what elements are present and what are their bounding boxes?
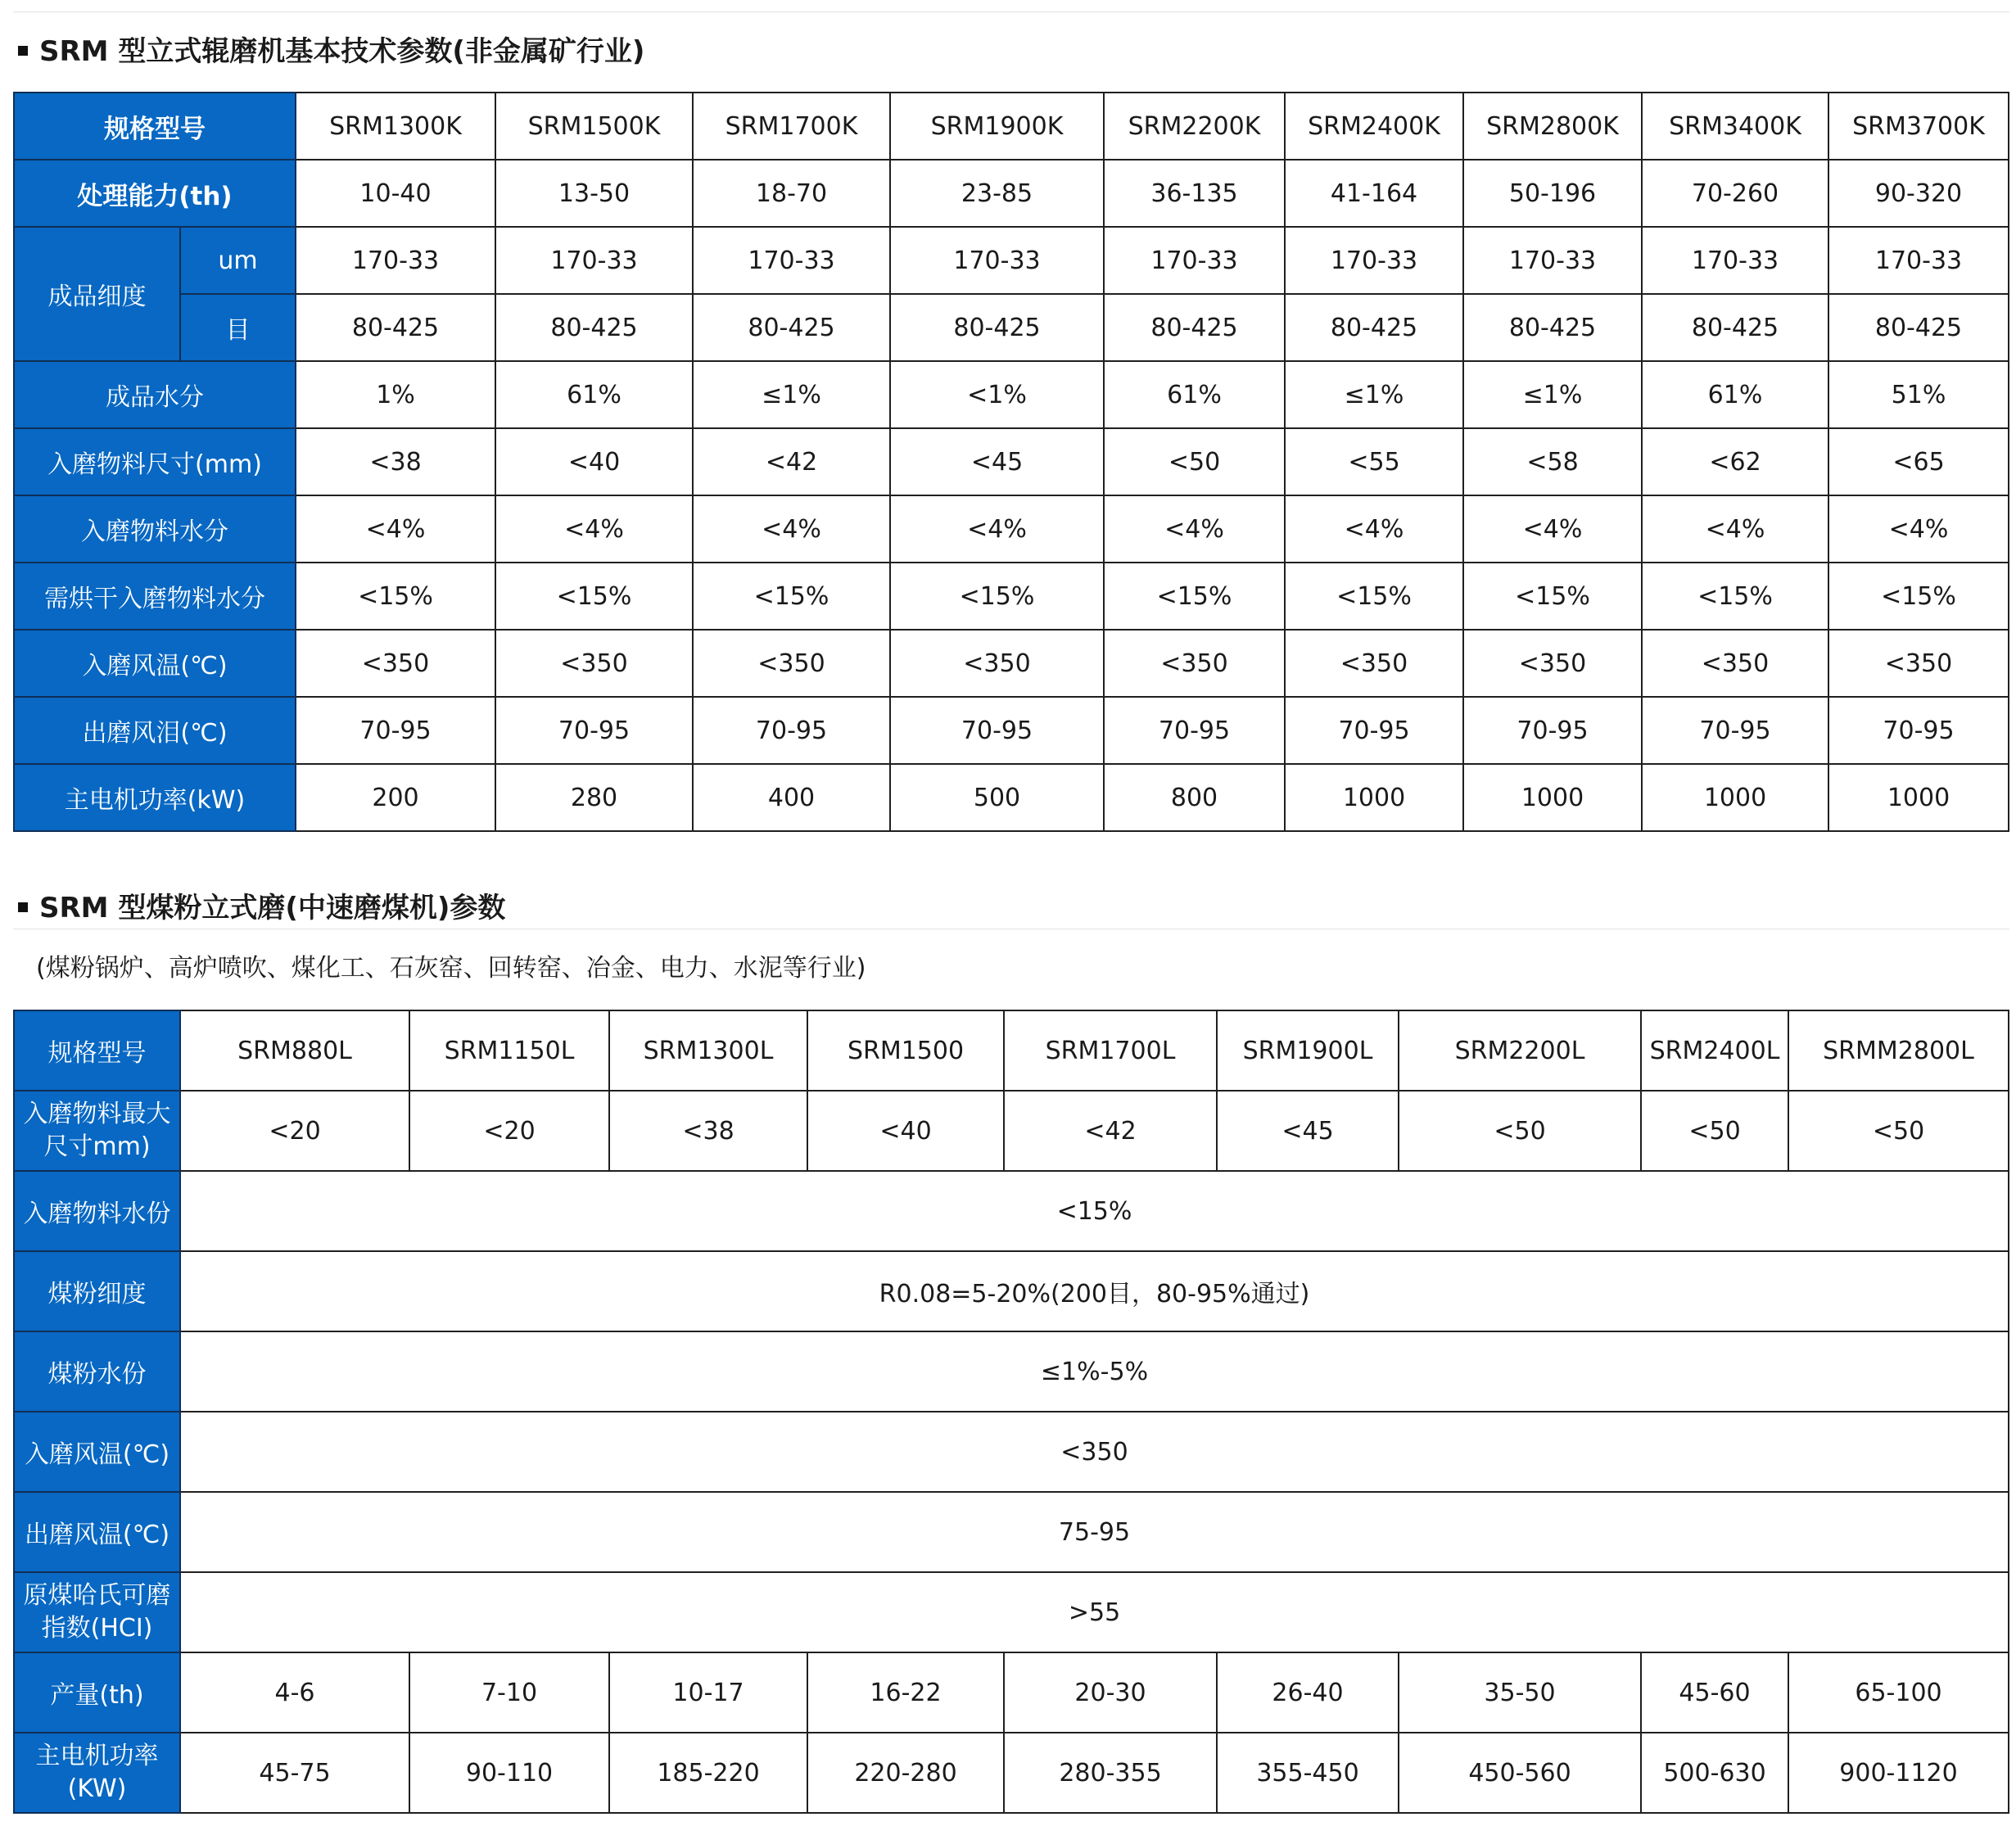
table-cell: 170-33 [890,227,1104,294]
table-cell: <1% [890,361,1104,428]
table-cell: <350 [1828,630,2009,697]
row-label-line: 主电机功率 [35,1742,159,1770]
table-cell: 45-60 [1641,1652,1788,1733]
table-row [14,1091,2009,1171]
table-cell: <15% [495,563,693,630]
table-cell: 16-22 [807,1652,1004,1733]
table-cell: 70-95 [1104,697,1285,764]
row-label: 产量(th) [14,1652,180,1733]
table-cell: 170-33 [296,227,495,294]
table-cell: 80-425 [1463,294,1642,361]
table-cell: 51% [1828,361,2009,428]
sub-row-label: um [180,227,296,294]
table-cell: <15% [296,563,495,630]
row-label-line: 指数(HCI) [41,1614,153,1643]
table-cell: 10-40 [296,160,495,227]
table-cell: 1000 [1463,764,1642,831]
model-cell: SRM2400L [1641,1010,1788,1091]
model-cell: SRM2200L [1399,1010,1641,1091]
table-row [14,1492,2009,1572]
table-cell: 220-280 [807,1733,1004,1813]
table-row [14,227,2009,294]
table-cell: <50 [1641,1091,1788,1171]
row-label: 入磨风温(℃) [14,1412,180,1492]
row-label: 入磨风温(℃) [14,630,296,697]
table-cell: <50 [1788,1091,2009,1171]
table-cell: 20-30 [1004,1652,1217,1733]
table-cell: 80-425 [495,294,693,361]
table-cell: 70-95 [1828,697,2009,764]
row-label: 出磨风泪(℃) [14,697,296,764]
table-cell: <4% [890,495,1104,563]
row-label: 规格型号 [14,1010,180,1091]
table-cell: 70-95 [1285,697,1463,764]
model-cell: SRM3700K [1828,93,2009,160]
table-cell: <350 [1463,630,1642,697]
table-cell: 450-560 [1399,1733,1641,1813]
table-cell: <350 [693,630,890,697]
table-cell: 170-33 [1642,227,1828,294]
table-cell: 200 [296,764,495,831]
table-cell: 170-33 [1828,227,2009,294]
table-row [14,1652,2009,1733]
section2-title [18,894,505,922]
table-cell: <42 [693,428,890,495]
table-cell: 280-355 [1004,1733,1217,1813]
table-cell: <15% [1285,563,1463,630]
model-cell: SRM880L [180,1010,409,1091]
table-cell: 36-135 [1104,160,1285,227]
table-cell: 41-164 [1285,160,1463,227]
row-label-line: 尺寸mm) [43,1132,151,1161]
table-cell: ≤1% [693,361,890,428]
table-cell: <350 [890,630,1104,697]
table-cell: <40 [807,1091,1004,1171]
row-label: 入磨物料水份 [14,1171,180,1251]
table-cell: 70-95 [693,697,890,764]
table-row [14,563,2009,630]
table-row [14,495,2009,563]
table-cell: <42 [1004,1091,1217,1171]
table-cell: <350 [1642,630,1828,697]
model-cell: SRM1300L [609,1010,807,1091]
table-cell: 61% [1642,361,1828,428]
table-row [14,1010,2009,1091]
table-cell: 80-425 [1828,294,2009,361]
table-cell: 18-70 [693,160,890,227]
table-row [14,294,2009,361]
section1-title [18,35,645,68]
table-cell: 280 [495,764,693,831]
model-cell: SRM1500K [495,93,693,160]
row-label: 处理能力(th) [14,160,296,227]
row-label: 成品细度 [14,227,180,361]
row-label: 煤粉细度 [14,1251,180,1331]
table-cell: <4% [1828,495,2009,563]
table-cell: 170-33 [1463,227,1642,294]
table-cell: <45 [1217,1091,1399,1171]
table-cell: <4% [495,495,693,563]
square-bullet-icon [18,46,28,56]
table-cell: 80-425 [1104,294,1285,361]
table-cell: 170-33 [693,227,890,294]
model-cell: SRM1700L [1004,1010,1217,1091]
row-label: 规格型号 [14,93,296,160]
table-cell: <4% [1104,495,1285,563]
roller-mill-spec-table [13,92,2009,832]
table-cell: <15% [1463,563,1642,630]
table-cell: 400 [693,764,890,831]
table-cell: <15% [1104,563,1285,630]
table-cell: <15% [1828,563,2009,630]
table-cell: <50 [1104,428,1285,495]
table-cell: 26-40 [1217,1652,1399,1733]
merged-cell: R0.08=5-20%(200目，80-95%通过) [180,1251,2009,1331]
table-cell: 80-425 [1285,294,1463,361]
table-cell: 80-425 [296,294,495,361]
table-cell: 170-33 [1104,227,1285,294]
model-cell: SRM1300K [296,93,495,160]
table-cell: 13-50 [495,160,693,227]
table-cell: 80-425 [1642,294,1828,361]
table-cell: <4% [1642,495,1828,563]
model-cell: SRM2400K [1285,93,1463,160]
table-cell: 10-17 [609,1652,807,1733]
row-label: 入磨物料尺寸(mm) [14,428,296,495]
table-cell: 61% [495,361,693,428]
table-row [14,428,2009,495]
table-cell: ≤1% [1463,361,1642,428]
industries-note: (煤粉锅炉、高炉喷吹、煤化工、石灰窑、回转窑、冶金、电力、水泥等行业) [36,954,866,983]
row-label [14,1733,180,1813]
table-cell: 170-33 [495,227,693,294]
coal-mill-spec-table [13,1010,2009,1814]
table-cell: 70-260 [1642,160,1828,227]
table-cell: 185-220 [609,1733,807,1813]
merged-cell: 75-95 [180,1492,2009,1572]
table-cell: 1000 [1642,764,1828,831]
table-cell: <50 [1399,1091,1641,1171]
table-cell: 90-320 [1828,160,2009,227]
merged-cell: <350 [180,1412,2009,1492]
table-cell: <350 [296,630,495,697]
table-cell: 61% [1104,361,1285,428]
model-cell: SRM1500 [807,1010,1004,1091]
row-label: 入磨物料水分 [14,495,296,563]
table-row [14,764,2009,831]
table-cell: <62 [1642,428,1828,495]
table-row [14,1331,2009,1412]
table-cell: 45-75 [180,1733,409,1813]
model-cell: SRM2200K [1104,93,1285,160]
table-cell: 7-10 [409,1652,609,1733]
section2-title-text: SRM 型煤粉立式磨(中速磨煤机)参数 [39,892,506,924]
table-cell: <38 [609,1091,807,1171]
model-cell: SRM1150L [409,1010,609,1091]
table-cell: <45 [890,428,1104,495]
sub-row-label: 目 [180,294,296,361]
table-row [14,1733,2009,1813]
model-cell: SRMM2800L [1788,1010,2009,1091]
table-cell: <65 [1828,428,2009,495]
table-cell: <4% [1285,495,1463,563]
table-cell: 1000 [1828,764,2009,831]
table-cell: <40 [495,428,693,495]
table-cell: 70-95 [1642,697,1828,764]
row-label [14,1572,180,1652]
table-row [14,361,2009,428]
merged-cell: ≤1%-5% [180,1331,2009,1412]
merged-cell: >55 [180,1572,2009,1652]
table-row [14,697,2009,764]
table-cell: <20 [409,1091,609,1171]
spec-rows [14,361,2009,831]
model-cell: SRM1900K [890,93,1104,160]
table-row [14,630,2009,697]
table-cell: <4% [296,495,495,563]
table-cell: 90-110 [409,1733,609,1813]
table-cell: <350 [495,630,693,697]
model-cell: SRM2800K [1463,93,1642,160]
table-cell: <350 [1285,630,1463,697]
table-cell: 1% [296,361,495,428]
table-cell: <15% [693,563,890,630]
row-label: 成品水分 [14,361,296,428]
table-cell: 1000 [1285,764,1463,831]
table-row [14,160,2009,227]
table-row [14,1171,2009,1251]
table-cell: 50-196 [1463,160,1642,227]
table-cell: <58 [1463,428,1642,495]
table-cell: <38 [296,428,495,495]
table-cell: <20 [180,1091,409,1171]
table-cell: <4% [693,495,890,563]
table-cell: 70-95 [1463,697,1642,764]
table-cell: 70-95 [296,697,495,764]
row-label-line: 原煤哈氏可磨 [23,1581,171,1610]
table-row [14,93,2009,160]
row-label-line: (KW) [67,1774,127,1803]
table-cell: <15% [890,563,1104,630]
table-row [14,1572,2009,1652]
row-label: 主电机功率(kW) [14,764,296,831]
table-cell: 355-450 [1217,1733,1399,1813]
table-cell: 4-6 [180,1652,409,1733]
table-cell: <4% [1463,495,1642,563]
table-cell: 900-1120 [1788,1733,2009,1813]
table-cell: 35-50 [1399,1652,1641,1733]
table-cell: ≤1% [1285,361,1463,428]
table-cell: 80-425 [890,294,1104,361]
square-bullet-icon [18,902,28,912]
table-cell: <350 [1104,630,1285,697]
table-row [14,1251,2009,1331]
top-divider [13,11,2009,12]
table-cell: 23-85 [890,160,1104,227]
table-cell: 500 [890,764,1104,831]
table-cell: <15% [1642,563,1828,630]
table-cell: 70-95 [495,697,693,764]
model-cell: SRM3400K [1642,93,1828,160]
table-row [14,1412,2009,1492]
model-cell: SRM1900L [1217,1010,1399,1091]
row-label: 出磨风温(℃) [14,1492,180,1572]
row-label: 煤粉水份 [14,1331,180,1412]
section1-title-text: SRM 型立式辊磨机基本技术参数(非金属矿行业) [39,35,645,68]
table-cell: 70-95 [890,697,1104,764]
row-label-line: 入磨物料最大 [23,1100,171,1128]
merged-cell: <15% [180,1171,2009,1251]
table-cell: <55 [1285,428,1463,495]
table-cell: 65-100 [1788,1652,2009,1733]
table-cell: 800 [1104,764,1285,831]
row-label: 需烘干入磨物料水分 [14,563,296,630]
model-cell: SRM1700K [693,93,890,160]
table-cell: 80-425 [693,294,890,361]
table-cell: 170-33 [1285,227,1463,294]
row-label [14,1091,180,1171]
table-cell: 500-630 [1641,1733,1788,1813]
